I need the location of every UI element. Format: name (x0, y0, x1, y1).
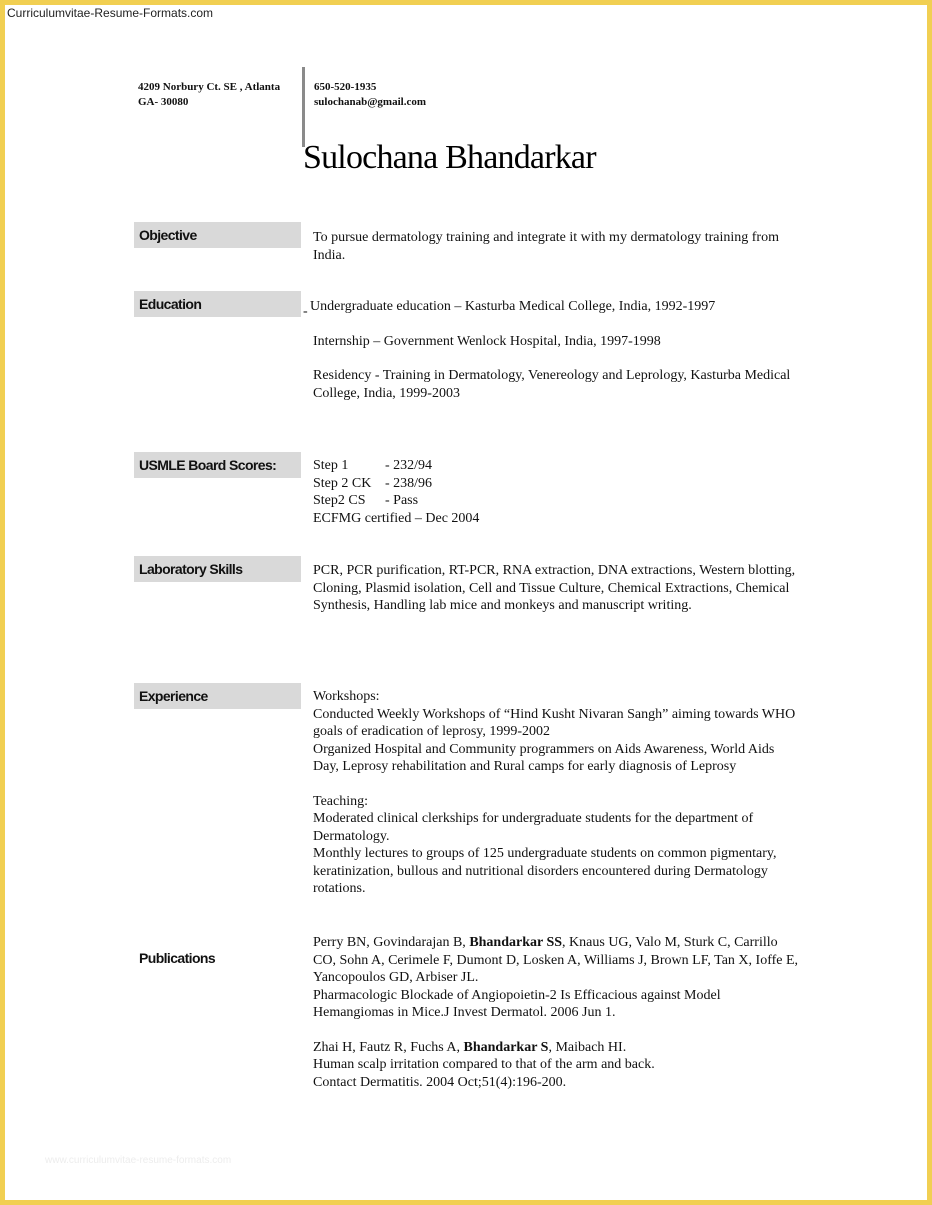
phone-number: 650-520-1935 (314, 81, 377, 93)
workshops-item: Organized Hospital and Community programmers on Aids Awareness, World Aids Day, Leprosy rehabilitation and Rural camps for early diagnosis of Leprosy (313, 741, 775, 774)
publication-title: Pharmacologic Blockade of Angiopoietin-2 Is Efficacious against Model Hemangiomas in Mice.J Invest Dermatol. 2006 Jun 1. (313, 987, 721, 1020)
usmle-content (313, 457, 803, 527)
section-label-experience: Experience (134, 683, 301, 709)
education-item: Undergraduate education – Kasturba Medical College, India, 1992-1997 (310, 299, 716, 314)
candidate-name: Sulochana Bhandarkar (303, 139, 596, 176)
workshops-item: Conducted Weekly Workshops of “Hind Kusht Nivaran Sangh” aiming towards WHO goals of eradication of leprosy, 1999-2002 (313, 706, 796, 739)
experience-content (313, 688, 803, 898)
section-label-publications: Publications (139, 950, 216, 966)
objective-content (313, 229, 803, 264)
author-highlight: Bhandarkar S (463, 1039, 549, 1055)
publication-journal: Contact Dermatitis. 2004 Oct;51(4):196-200. (313, 1074, 567, 1090)
usmle-step-value: - 232/94 (385, 458, 433, 473)
resume-page (5, 5, 927, 1200)
education-item: Residency - Training in Dermatology, Venereology and Leprology, Kasturba Medical College, India, 1999-2003 (313, 368, 791, 401)
education-content (310, 298, 800, 402)
ecfmg-status: ECFMG certified – Dec 2004 (313, 510, 480, 526)
section-label-lab-skills: Laboratory Skills (134, 556, 301, 582)
education-item: Internship – Government Wenlock Hospital, India, 1997-1998 (313, 333, 661, 349)
usmle-step-value: - Pass (385, 493, 419, 508)
section-label-usmle: USMLE Board Scores: (134, 452, 301, 478)
section-label-objective: Objective (134, 222, 301, 248)
publication-authors: Perry BN, Govindarajan B, Bhandarkar SS, Knaus UG, Valo M, Sturk C, Carrillo CO, Sohn A, Cerimele F, Dumont D, Losken A, Williams J, Brown LF, Tan X, Ioffe E, Yancopoulos GD, Arbiser JL. (313, 935, 799, 985)
usmle-row (313, 457, 803, 475)
workshops-heading: Workshops: (313, 689, 380, 704)
objective-text: To pursue dermatology training and integrate it with my dermatology training from India. (313, 230, 779, 263)
publications-content (313, 934, 803, 1091)
address-block (138, 80, 298, 110)
lab-skills-content (313, 562, 803, 615)
author-highlight: Bhandarkar SS (469, 935, 563, 950)
address-line-1: 4209 Norbury Ct. SE , Atlanta (138, 81, 281, 93)
usmle-step-name: Step 2 CK (313, 475, 372, 491)
lab-skills-text: PCR, PCR purification, RT-PCR, RNA extraction, DNA extractions, Western blotting, Cloning, Plasmid isolation, Cell and Tissue Culture, Chemical Extractions, Chemical Synthesis, Handling lab mice and monkeys and manuscript writing. (313, 563, 796, 613)
publication-authors: Zhai H, Fautz R, Fuchs A, Bhandarkar S, Maibach HI. (313, 1039, 627, 1055)
footer-watermark: www.curriculumvitae-resume-formats.com (45, 1155, 232, 1166)
teaching-item: Moderated clinical clerkships for undergraduate students for the department of Dermatology. (313, 811, 754, 844)
site-watermark: Curriculumvitae-Resume-Formats.com (7, 6, 214, 20)
publication-title: Human scalp irritation compared to that of the arm and back. (313, 1057, 655, 1072)
address-line-2: GA- 30080 (138, 96, 189, 108)
education-dash: - (303, 304, 308, 319)
section-label-education: Education (134, 291, 301, 317)
header-divider (302, 67, 305, 147)
usmle-row (313, 475, 803, 493)
contact-block (314, 80, 426, 110)
teaching-item: Monthly lectures to groups of 125 undergraduate students on common pigmentary, keratinization, bullous and nutritional disorders encountered during Dermatology rotations. (313, 846, 777, 896)
usmle-row (313, 492, 803, 510)
usmle-step-name: Step 1 (313, 458, 349, 473)
email-address: sulochanab@gmail.com (314, 96, 426, 108)
usmle-step-value: - 238/96 (385, 475, 433, 491)
usmle-step-name: Step2 CS (313, 493, 366, 508)
teaching-heading: Teaching: (313, 793, 368, 809)
